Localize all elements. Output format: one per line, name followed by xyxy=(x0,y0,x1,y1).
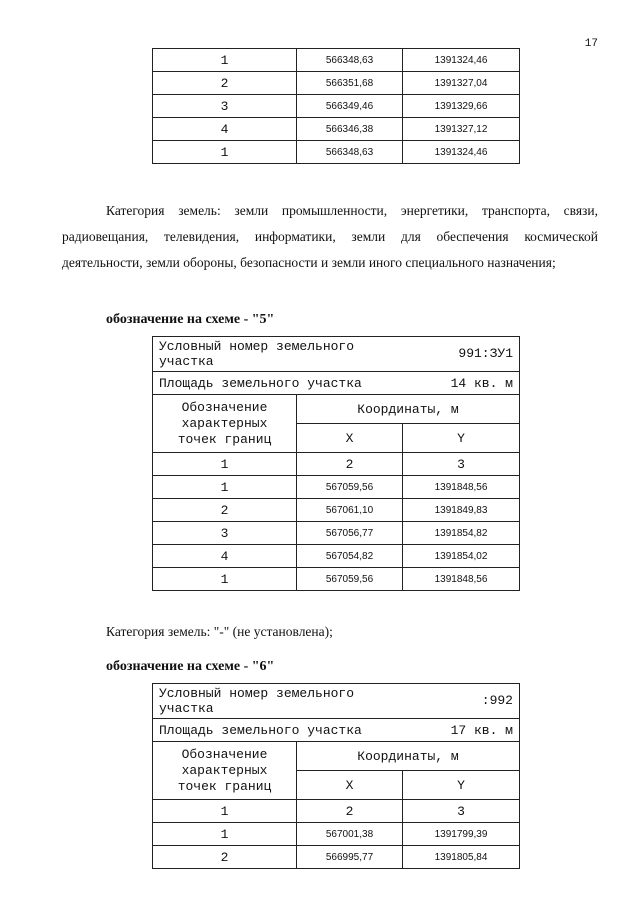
area-label: Площадь земельного участка xyxy=(159,722,362,738)
area-value: 17 кв. м xyxy=(450,722,513,738)
coordinate-row xyxy=(153,823,520,846)
point-number-cell: 2 xyxy=(153,499,297,522)
points-label-line3: точек границ xyxy=(177,431,272,447)
scheme-designation-heading-6: обозначение на схеме - "6" xyxy=(106,659,275,674)
y-coordinate-cell: 1391854,82 xyxy=(403,522,520,545)
point-number-cell: 2 xyxy=(153,846,297,869)
cond-number-row xyxy=(153,684,520,719)
land-category-paragraph xyxy=(62,198,598,276)
area-label: Площадь земельного участка xyxy=(159,375,362,391)
coordinate-row xyxy=(153,49,520,72)
y-label: Y xyxy=(403,424,520,453)
coordinate-row xyxy=(153,522,520,545)
plot-table-6 xyxy=(152,683,520,869)
coordinate-row xyxy=(153,545,520,568)
points-label-line1: Обозначение xyxy=(181,399,268,415)
coordinate-row xyxy=(153,95,520,118)
point-number-cell: 3 xyxy=(153,95,297,118)
point-number-cell: 1 xyxy=(153,568,297,591)
coordinate-row xyxy=(153,118,520,141)
y-coordinate-cell: 1391849,83 xyxy=(403,499,520,522)
y-label: Y xyxy=(403,771,520,800)
x-coordinate-cell: 567054,82 xyxy=(297,545,403,568)
cond-number-value: :992 xyxy=(481,693,513,708)
table-body xyxy=(153,823,520,869)
x-coordinate-cell: 567059,56 xyxy=(297,476,403,499)
x-coordinate-cell: 567001,38 xyxy=(297,823,403,846)
header-row xyxy=(153,742,520,771)
coords-label: Координаты, м xyxy=(297,742,520,771)
numbering-cell: 3 xyxy=(403,453,520,476)
x-coordinate-cell: 567061,10 xyxy=(297,499,403,522)
cond-number-label-line1: Условный номер земельного xyxy=(159,686,355,701)
x-coordinate-cell: 566346,38 xyxy=(297,118,403,141)
area-row xyxy=(153,372,520,395)
plot-table-5 xyxy=(152,336,520,591)
cond-number-value: 991:ЗУ1 xyxy=(458,346,513,361)
coordinate-row xyxy=(153,846,520,869)
point-number-cell: 1 xyxy=(153,823,297,846)
x-coordinate-cell: 566348,63 xyxy=(297,49,403,72)
point-number-cell: 3 xyxy=(153,522,297,545)
cond-number-label-line2: участка xyxy=(159,701,214,716)
numbering-cell: 1 xyxy=(153,800,297,823)
cond-number-row xyxy=(153,337,520,372)
coordinate-row xyxy=(153,499,520,522)
numbering-cell: 1 xyxy=(153,453,297,476)
coordinate-row xyxy=(153,568,520,591)
points-label-line2: характерных xyxy=(181,762,268,778)
coordinate-row xyxy=(153,141,520,164)
numbering-cell: 3 xyxy=(403,800,520,823)
y-coordinate-cell: 1391324,46 xyxy=(403,141,520,164)
land-category-text: Категория земель: земли промышленности, энергетики, транспорта, связи, радиовещания, телевидения, информатики, земли для обеспечения космической деятельности, земли обороны, безопасности и земли иного специального назначения; xyxy=(62,203,598,270)
area-value: 14 кв. м xyxy=(450,375,513,391)
numbering-row xyxy=(153,800,520,823)
points-label-line1: Обозначение xyxy=(181,746,268,762)
point-number-cell: 4 xyxy=(153,545,297,568)
y-coordinate-cell: 1391848,56 xyxy=(403,568,520,591)
x-label: X xyxy=(297,771,403,800)
y-coordinate-cell: 1391324,46 xyxy=(403,49,520,72)
numbering-cell: 2 xyxy=(297,800,403,823)
x-coordinate-cell: 567059,56 xyxy=(297,568,403,591)
cond-number-label-line1: Условный номер земельного xyxy=(159,339,355,354)
point-number-cell: 4 xyxy=(153,118,297,141)
x-coordinate-cell: 566348,63 xyxy=(297,141,403,164)
table-body xyxy=(153,476,520,591)
point-number-cell: 1 xyxy=(153,476,297,499)
y-coordinate-cell: 1391854,02 xyxy=(403,545,520,568)
numbering-cell: 2 xyxy=(297,453,403,476)
cond-number-label-line2: участка xyxy=(159,354,214,369)
points-label-line3: точек границ xyxy=(177,778,272,794)
y-coordinate-cell: 1391848,56 xyxy=(403,476,520,499)
x-coordinate-cell: 566995,77 xyxy=(297,846,403,869)
table-body xyxy=(153,49,520,164)
point-number-cell: 1 xyxy=(153,141,297,164)
y-coordinate-cell: 1391805,84 xyxy=(403,846,520,869)
area-row xyxy=(153,719,520,742)
header-row xyxy=(153,395,520,424)
x-coordinate-cell: 567056,77 xyxy=(297,522,403,545)
points-label-line2: характерных xyxy=(181,415,268,431)
coords-label: Координаты, м xyxy=(297,395,520,424)
numbering-row xyxy=(153,453,520,476)
page-number: 17 xyxy=(584,38,598,50)
x-coordinate-cell: 566351,68 xyxy=(297,72,403,95)
scheme-designation-heading-5: обозначение на схеме - "5" xyxy=(106,312,275,327)
y-coordinate-cell: 1391327,12 xyxy=(403,118,520,141)
land-category-undefined: Категория земель: "-" (не установлена); xyxy=(106,624,333,639)
x-coordinate-cell: 566349,46 xyxy=(297,95,403,118)
point-number-cell: 1 xyxy=(153,49,297,72)
x-label: X xyxy=(297,424,403,453)
y-coordinate-cell: 1391329,66 xyxy=(403,95,520,118)
coordinates-table-continued xyxy=(152,48,520,164)
point-number-cell: 2 xyxy=(153,72,297,95)
coordinate-row xyxy=(153,72,520,95)
coordinate-row xyxy=(153,476,520,499)
y-coordinate-cell: 1391799,39 xyxy=(403,823,520,846)
y-coordinate-cell: 1391327,04 xyxy=(403,72,520,95)
